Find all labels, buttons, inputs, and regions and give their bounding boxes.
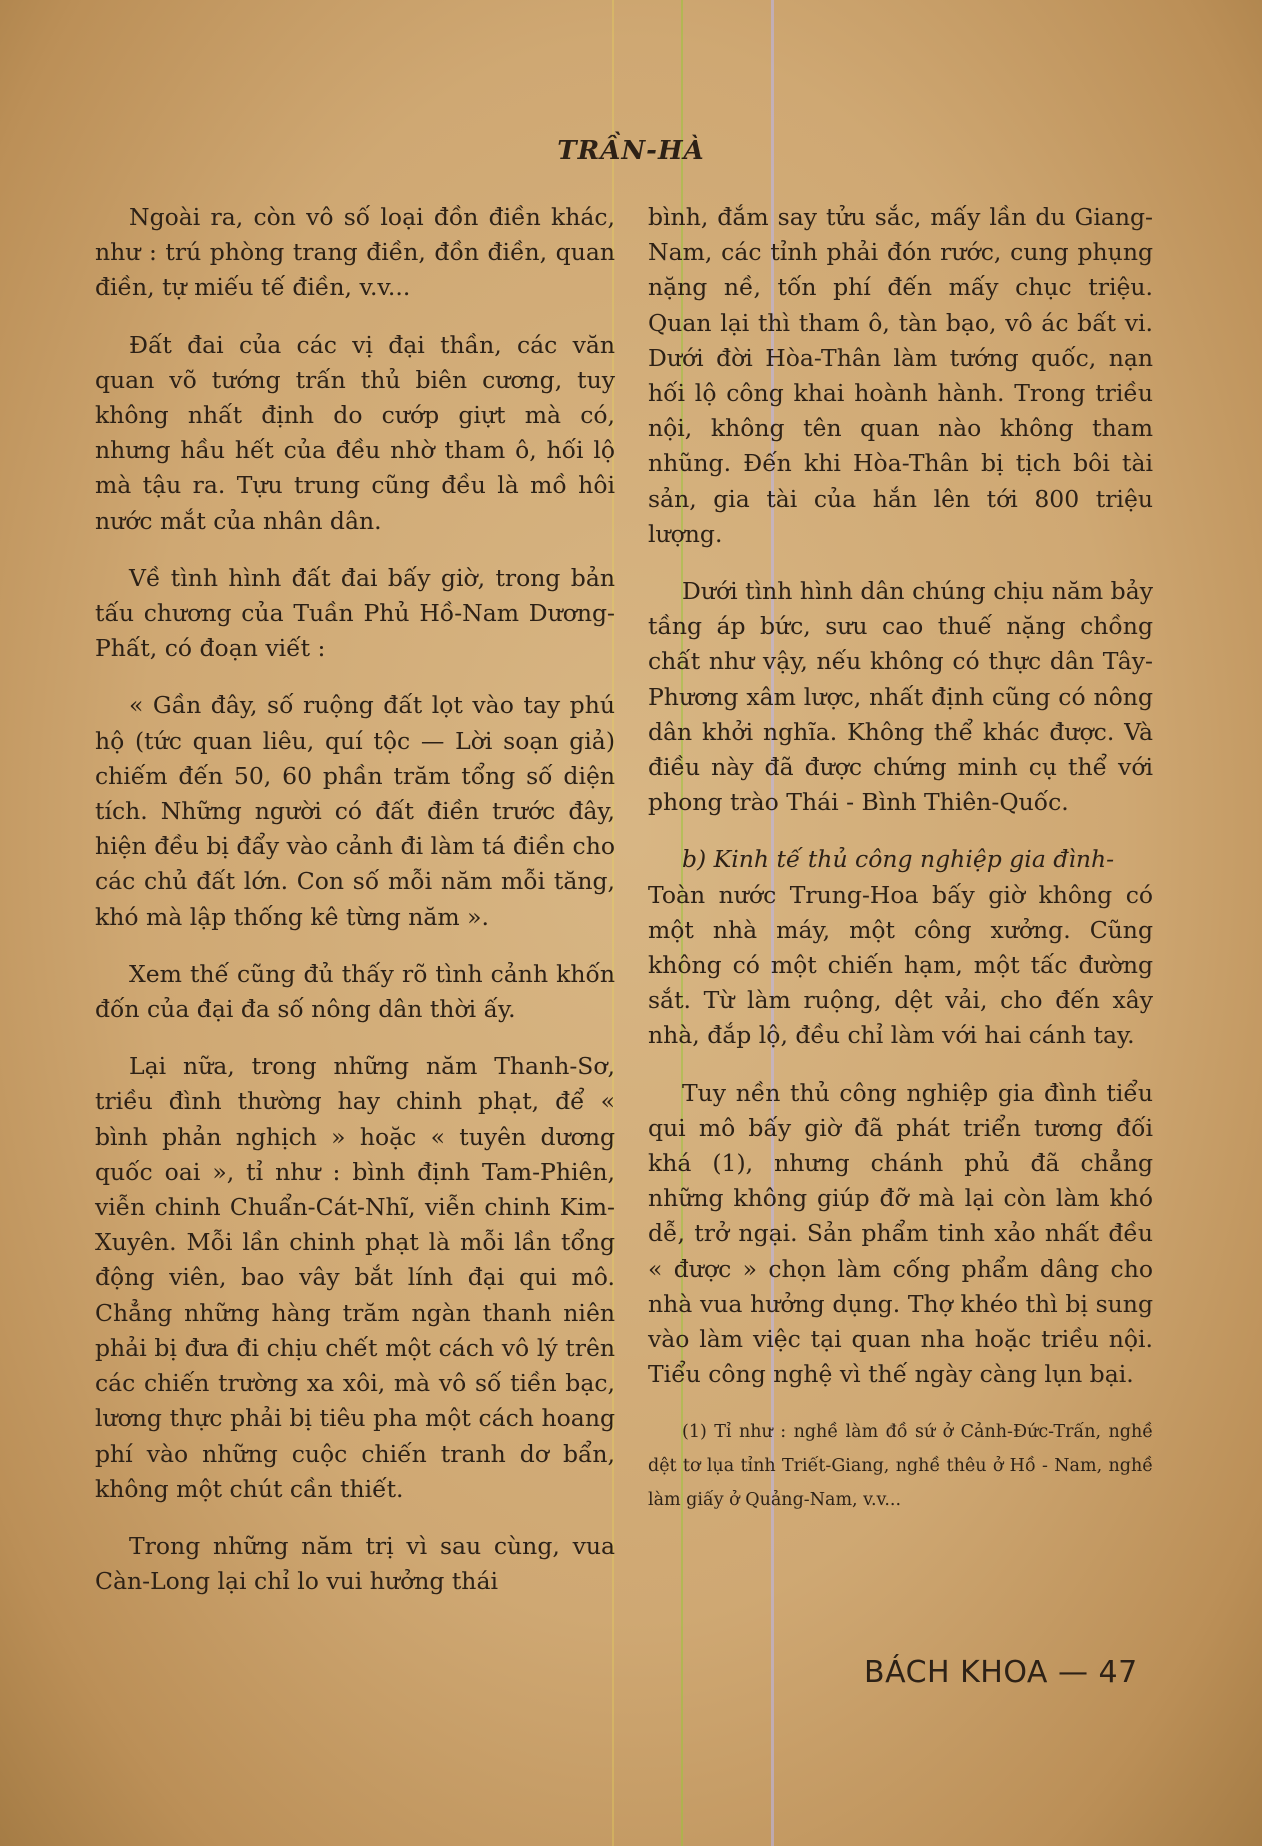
- paragraph: Đất đai của các vị đại thần, các văn quan võ tướng trấn thủ biên cương, tuy không nhất định do cướp giựt mà có, nhưng hầu hết của đều nhờ tham ô, hối lộ mà tậu ra. Tựu trung cũng đều là mồ hôi nước mắt của nhân dân.: [95, 330, 615, 535]
- page-footer: BÁCH KHOA — 47: [864, 1655, 1138, 1690]
- footnote: (1) Tỉ như : nghề làm đồ sứ ở Cảnh-Đức-Trấn, nghề dệt tơ lụa tỉnh Triết-Giang, nghề thêu ở Hồ - Nam, nghề làm giấy ở Quảng-Nam, v.v...: [648, 1421, 1153, 1510]
- quote-paragraph: « Gần đây, số ruộng đất lọt vào tay phú hộ (tức quan liêu, quí tộc — Lời soạn giả) chiếm đến 50, 60 phần trăm tổng số diện tích. Những người có đất điền trước đây, hiện đều bị đẩy vào cảnh đi làm tá điền cho các chủ đất lớn. Con số mỗi năm mỗi tăng, khó mà lập thống kê từng năm ».: [95, 691, 615, 931]
- section-paragraph: [648, 842, 1153, 1053]
- paragraph: Xem thế cũng đủ thấy rõ tình cảnh khốn đốn của đại đa số nông dân thời ấy.: [95, 959, 615, 1024]
- paragraph: Lại nữa, trong những năm Thanh-Sơ, triều đình thường hay chinh phạt, để « bình phản nghịch » hoặc « tuyên dương quốc oai », tỉ như : bình định Tam-Phiên, viễn chinh Chuẩn-Cát-Nhĩ, viễn chinh Kim-Xuyên. Mỗi lần chinh phạt là mỗi lần tổng động viên, bao vây bắt lính đại qui mô. Chẳng những hàng trăm ngàn thanh niên phải bị đưa đi chịu chết một cách vô lý trên các chiến trường xa xôi, mà vô số tiền bạc, lương thực phải bị tiêu pha một cách hoang phí vào những cuộc chiến tranh dơ bẩn, không một chút cần thiết.: [95, 1052, 615, 1503]
- section-subheading: b) Kinh tế thủ công nghiệp gia đình-: [682, 845, 1115, 874]
- paragraph: Trong những năm trị vì sau cùng, vua Càn-Long lại chỉ lo vui hưởng thái: [95, 1531, 615, 1596]
- paragraph: Dưới tình hình dân chúng chịu năm bảy tầng áp bức, sưu cao thuế nặng chồng chất như vậy, nếu không có thực dân Tây-Phương xâm lược, nhất định cũng có nông dân khởi nghĩa. Không thể khác được. Và điều này đã được chứng minh cụ thể với phong trào Thái - Bình Thiên-Quốc.: [648, 577, 1153, 817]
- paragraph: Tuy nền thủ công nghiệp gia đình tiểu qui mô bấy giờ đã phát triển tương đối khá (1), nhưng chánh phủ đã chẳng những không giúp đỡ mà lại còn làm khó dễ, trở ngại. Sản phẩm tinh xảo nhất đều « được » chọn làm cống phẩm dâng cho nhà vua hưởng dụng. Thợ khéo thì bị sung vào làm việc tại quan nha hoặc triều nội. Tiểu công nghệ vì thế ngày càng lụn bại.: [648, 1078, 1153, 1389]
- paragraph: Ngoài ra, còn vô số loại đồn điền khác, như : trú phòng trang điền, đồn điền, quan điền, tự miếu tế điền, v.v...: [95, 203, 615, 302]
- section-text: Toàn nước Trung-Hoa bấy giờ không có một nhà máy, một công xưởng. Cũng không có một chiến hạm, một tấc đường sắt. Từ làm ruộng, dệt vải, cho đến xây nhà, đắp lộ, đều chỉ làm với hai cánh tay.: [648, 880, 1153, 1050]
- running-header: TRẦN-HÀ: [557, 136, 705, 166]
- paragraph: bình, đắm say tửu sắc, mấy lần du Giang-Nam, các tỉnh phải đón rước, cung phụng nặng nề, tốn phí đến mấy chục triệu. Quan lại thì tham ô, tàn bạo, vô ác bất vi. Dưới đời Hòa-Thân làm tướng quốc, nạn hối lộ công khai hoành hành. Trong triều nội, không tên quan nào không tham nhũng. Đến khi Hòa-Thân bị tịch bôi tài sản, gia tài của hắn lên tới 800 triệu lượng.: [648, 203, 1153, 548]
- left-column: [95, 200, 615, 1621]
- paragraph: Về tình hình đất đai bấy giờ, trong bản tấu chương của Tuần Phủ Hồ-Nam Dương-Phất, có đoạn viết :: [95, 563, 615, 663]
- right-column: [648, 200, 1153, 1517]
